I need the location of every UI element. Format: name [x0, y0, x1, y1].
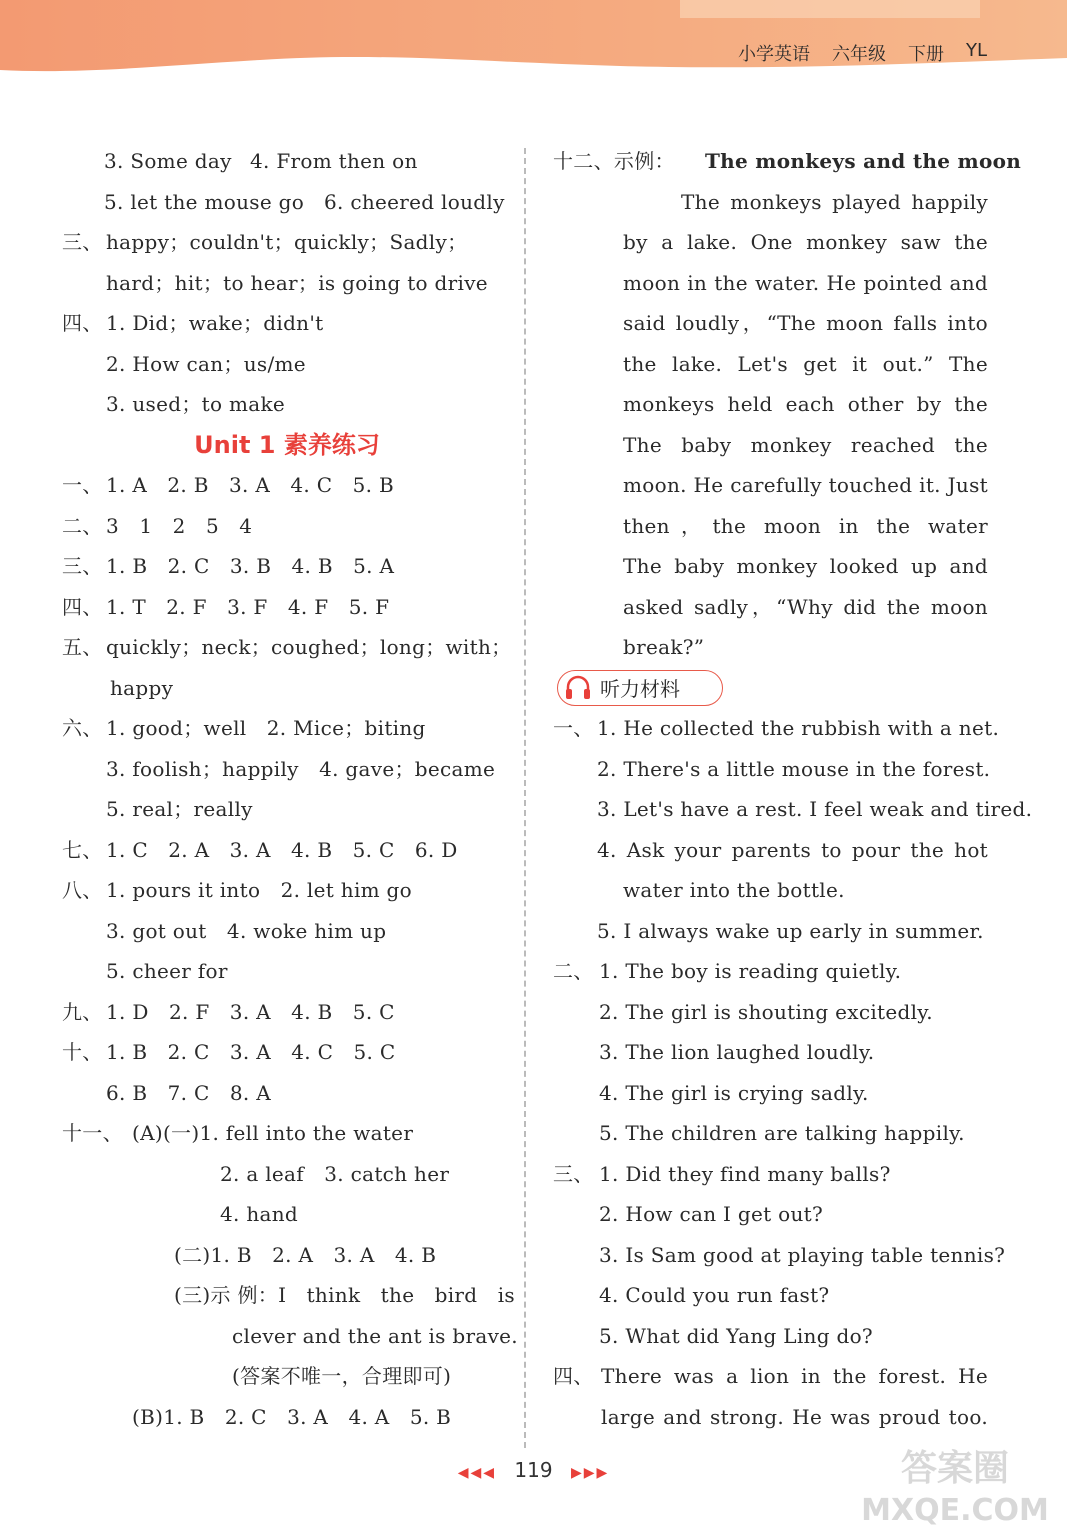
- section-number: 二、: [553, 959, 594, 983]
- answer-text: 1. D 2. F 3. A 4. B 5. C: [106, 999, 395, 1024]
- answer-line: [553, 830, 993, 871]
- answer-line: [62, 627, 512, 668]
- answer-text: 5. cheer for: [106, 959, 228, 983]
- header-subject: 小学英语: [737, 44, 810, 65]
- watermark-logo: [855, 1440, 1055, 1530]
- section-number: 四、: [62, 594, 103, 619]
- answer-line: [62, 1356, 512, 1397]
- answer-text: 6. B 7. C 8. A: [106, 1080, 271, 1105]
- answer-text: water into the bottle.: [623, 878, 845, 902]
- answer-line: [62, 1275, 515, 1316]
- left-column: [62, 141, 518, 1437]
- answer-line: [62, 1073, 512, 1114]
- answer-line: [553, 992, 993, 1033]
- answer-line: [553, 1397, 993, 1438]
- story-line: [553, 344, 993, 385]
- answer-text: 2. There's a little mouse in the forest.: [597, 756, 991, 781]
- story-line: [553, 182, 993, 223]
- answer-text: (答案不唯一，合理即可): [232, 1364, 452, 1388]
- watermark-line2: MXQE.COM: [861, 1493, 1049, 1528]
- unit-heading: Unit 1 素养练习: [194, 430, 380, 459]
- answer-line: [553, 1235, 1006, 1276]
- answer-text: 5. The children are talking happily.: [599, 1121, 965, 1145]
- answer-line: [62, 1194, 512, 1235]
- answer-text: 2. How can；us/me: [106, 351, 306, 376]
- answer-text: 3. got out 4. woke him up: [106, 918, 387, 943]
- answer-text: 3. Is Sam good at playing table tennis?: [599, 1242, 1006, 1267]
- story-line: [553, 222, 993, 263]
- story-title: The monkeys and the moon: [705, 149, 1022, 173]
- answer-text: quickly；neck；coughed；long；with；: [106, 635, 512, 659]
- answer-line: [62, 830, 512, 871]
- answer-text: happy: [110, 675, 174, 700]
- section-number: 五、: [62, 635, 103, 659]
- story-text: moon in the water. He pointed and: [623, 270, 988, 295]
- answer-line: [553, 1316, 993, 1357]
- story-line: [553, 627, 993, 668]
- section-number: 八、: [62, 878, 103, 902]
- story-text: The monkeys played happily: [681, 189, 988, 214]
- answer-line: [62, 1032, 512, 1073]
- answer-line: [553, 1194, 993, 1235]
- story-line: [553, 384, 993, 425]
- answer-line: [62, 263, 512, 304]
- answer-line: [553, 1275, 993, 1316]
- answer-line: [62, 344, 512, 385]
- answer-text: 1. The boy is reading quietly.: [599, 959, 902, 983]
- story-text: break?”: [623, 635, 705, 659]
- page-number: 119: [514, 1458, 553, 1482]
- story-text: by a lake. One monkey saw the: [623, 230, 988, 254]
- answer-text: 5. let the mouse go: [104, 189, 305, 214]
- answer-text: 3. Some day: [104, 149, 232, 173]
- answer-line: [553, 141, 1022, 182]
- answer-text: 4. Ask your parents to pour the hot: [597, 837, 988, 862]
- section-number: 四、: [553, 1364, 594, 1388]
- section-number: 一、: [553, 716, 594, 740]
- answer-text: clever and the ant is brave.: [232, 1323, 518, 1348]
- section-number: 三、: [62, 230, 103, 254]
- answer-text: 3. foolish；happily 4. gave；became: [106, 756, 496, 781]
- answer-text: 4. hand: [220, 1202, 299, 1226]
- answer-text: happy；couldn't；quickly；Sadly；: [106, 230, 468, 254]
- answer-line: [553, 1073, 993, 1114]
- headphones-icon: [564, 675, 592, 701]
- answer-line: [62, 749, 512, 790]
- answer-text: (B)1. B 2. C 3. A 4. A 5. B: [132, 1404, 452, 1429]
- story-text: then，the moon in the water: [623, 513, 988, 538]
- right-arrows-icon: ▶▶▶: [570, 1465, 610, 1481]
- listening-label: 听力材料: [600, 677, 680, 701]
- story-text: the lake. Let's get it out.” The: [623, 351, 988, 376]
- answer-text: 1. Did they find many balls?: [599, 1161, 891, 1186]
- answer-line: [62, 182, 512, 223]
- story-text: The baby monkey looked up and: [623, 554, 988, 578]
- section-number: 三、: [553, 1161, 594, 1186]
- answer-line: [553, 911, 993, 952]
- watermark-line1: 答案圈: [900, 1448, 1010, 1489]
- answer-line: [62, 141, 512, 182]
- answer-text: 1. He collected the rubbish with a net.: [597, 716, 1000, 740]
- answer-line: [62, 708, 512, 749]
- answer-text: 3. Let's have a rest. I feel weak and tired.: [597, 797, 1033, 821]
- answer-line: [62, 911, 512, 952]
- answer-line: [553, 1154, 993, 1195]
- header-volume: 下册: [907, 44, 944, 65]
- answer-text: 1. B 2. C 3. B 4. B 5. A: [106, 554, 395, 578]
- answer-line: [62, 303, 512, 344]
- section-number: 十、: [62, 1040, 103, 1064]
- answer-text: 1. C 2. A 3. A 4. B 5. C 6. D: [106, 837, 458, 862]
- answer-text: 2. a leaf 3. catch her: [220, 1161, 450, 1186]
- header-grade: 六年级: [831, 44, 886, 65]
- answer-text: 6. cheered loudly: [324, 189, 505, 214]
- answer-text: large and strong. He was proud too.: [601, 1404, 988, 1429]
- answer-text: (三)示 例：I think the bird is: [174, 1283, 515, 1307]
- header-edition: YL: [965, 40, 987, 61]
- section-number: 一、: [62, 473, 103, 497]
- answer-text: 1. pours it into 2. let him go: [106, 878, 413, 902]
- answer-text: 5. I always wake up early in summer.: [597, 918, 984, 943]
- right-column: [553, 141, 1033, 1437]
- story-text: said loudly，“The moon falls into: [623, 311, 988, 335]
- story-text: moon. He carefully touched it. Just: [623, 473, 988, 497]
- answer-text: 4. From then on: [250, 149, 418, 173]
- answer-text: There was a lion in the forest. He: [601, 1364, 988, 1388]
- header-meta: [738, 40, 987, 66]
- story-text: The baby monkey reached the: [623, 432, 988, 457]
- answer-line: [553, 749, 993, 790]
- answer-text: 2. The girl is shouting excitedly.: [599, 999, 933, 1024]
- answer-line: [62, 384, 512, 425]
- answer-text: 1. good；well 2. Mice；biting: [106, 716, 426, 740]
- answer-text: 1. B 2. C 3. A 4. C 5. C: [106, 1040, 396, 1064]
- column-divider: [524, 148, 526, 1448]
- answer-text: 2. How can I get out?: [599, 1202, 824, 1226]
- answer-line: [62, 992, 512, 1033]
- answer-text: 1. A 2. B 3. A 4. C 5. B: [106, 473, 394, 497]
- answer-line: [62, 870, 512, 911]
- left-arrows-icon: ◀◀◀: [457, 1465, 497, 1481]
- answer-line: [62, 789, 512, 830]
- story-line: [553, 263, 993, 304]
- answer-line: [62, 1397, 512, 1438]
- answer-line: [553, 1113, 993, 1154]
- answer-line: [62, 1154, 512, 1195]
- answer-text: 5. real；really: [106, 797, 253, 821]
- section-number: 七、: [62, 837, 103, 862]
- answer-line: [62, 951, 512, 992]
- story-line: [553, 303, 993, 344]
- story-line: [553, 587, 993, 628]
- answer-line: [553, 789, 1033, 830]
- answer-text: 3. The lion laughed loudly.: [599, 1040, 875, 1064]
- section-number: 三、: [62, 554, 103, 578]
- answer-line: [62, 1235, 512, 1276]
- answer-line: [62, 222, 512, 263]
- answer-text: hard；hit；to hear；is going to drive: [106, 270, 488, 295]
- answer-line: [553, 1356, 993, 1397]
- answer-text: 3. used；to make: [106, 392, 286, 416]
- story-text: asked sadly，“Why did the moon: [623, 594, 988, 619]
- story-line: [553, 546, 993, 587]
- listening-material-tag: [553, 668, 993, 709]
- section-number: 四、: [62, 311, 103, 335]
- answer-text: 4. The girl is crying sadly.: [599, 1080, 869, 1105]
- answer-text: (二)1. B 2. A 3. A 4. B: [174, 1242, 437, 1267]
- section-number: 六、: [62, 716, 103, 740]
- answer-text: (A)(一)1. fell into the water: [132, 1121, 414, 1145]
- answer-line: [62, 668, 512, 709]
- answer-line: [553, 951, 993, 992]
- answer-line: [62, 465, 512, 506]
- answer-line: [62, 506, 512, 547]
- story-text: monkeys held each other by the: [623, 392, 988, 416]
- answer-text: 4. Could you run fast?: [599, 1283, 830, 1307]
- section-number: 九、: [62, 999, 103, 1024]
- answer-line: [553, 1032, 993, 1073]
- answer-text: 1. Did；wake；didn't: [106, 311, 324, 335]
- answer-line: [62, 546, 512, 587]
- answer-line: [62, 1113, 512, 1154]
- answer-text: 5. What did Yang Ling do?: [599, 1323, 873, 1348]
- answer-text: 3 1 2 5 4: [106, 513, 253, 538]
- answer-line: [62, 1316, 518, 1357]
- section-number: 二、: [62, 513, 103, 538]
- answer-text: 1. T 2. F 3. F 4. F 5. F: [106, 594, 390, 619]
- section-number: 十二、示例：: [553, 149, 675, 173]
- story-line: [553, 506, 993, 547]
- answer-line: [62, 587, 512, 628]
- story-line: [553, 465, 993, 506]
- answer-line: [553, 870, 993, 911]
- answer-line: [553, 708, 1000, 749]
- story-line: [553, 425, 993, 466]
- section-number: 十一、: [62, 1121, 123, 1145]
